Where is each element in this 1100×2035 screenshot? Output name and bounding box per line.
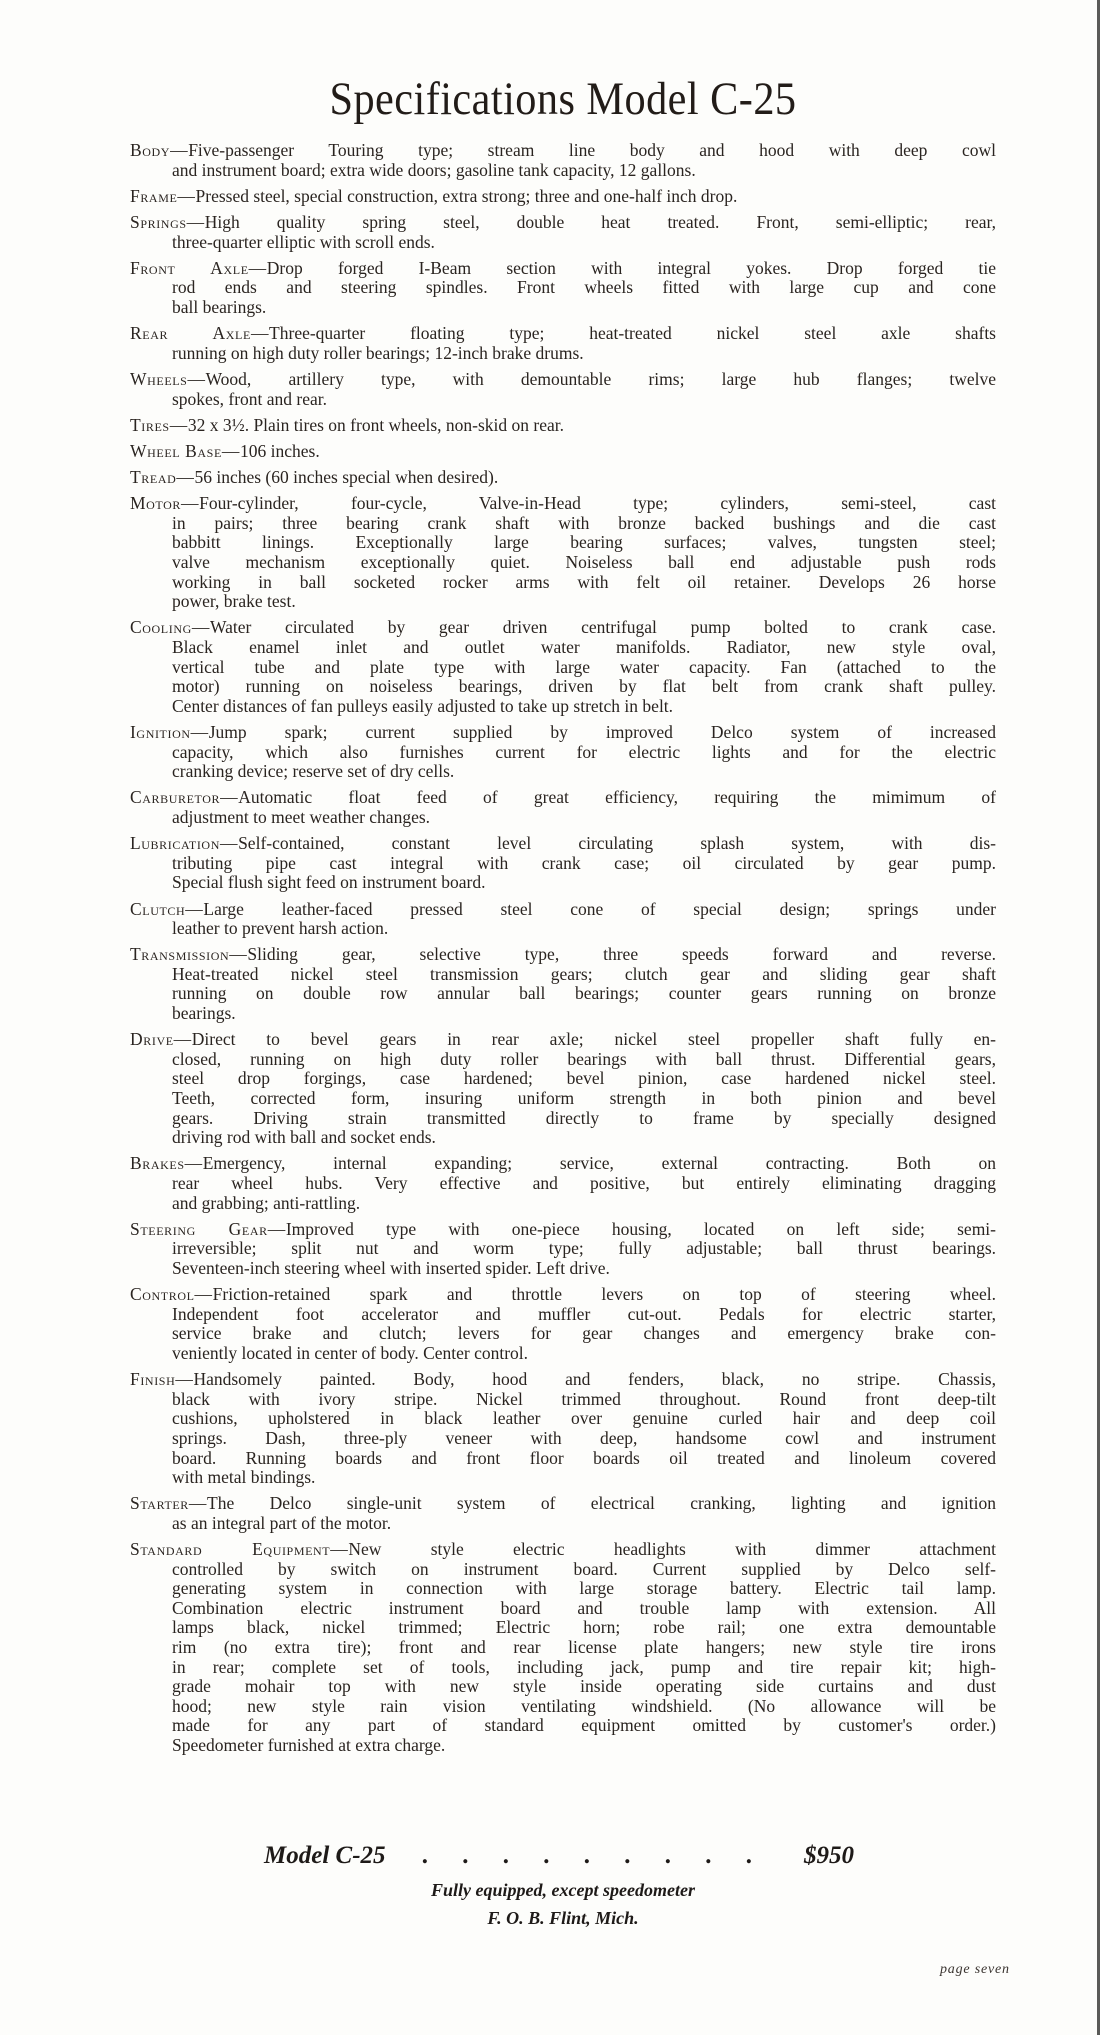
spec-text: spokes, front and rear. <box>172 388 328 409</box>
spec-item <box>130 442 996 462</box>
spec-label: Transmission — <box>130 944 247 964</box>
spec-line <box>130 854 996 874</box>
spec-line <box>130 1194 996 1214</box>
spec-item <box>130 900 996 939</box>
spec-text: as an integral part of the motor. <box>172 1512 392 1533</box>
spec-line <box>130 1514 996 1534</box>
spec-line <box>130 259 996 279</box>
spec-item <box>130 618 996 716</box>
spec-line <box>130 1449 996 1469</box>
spec-line <box>130 1239 996 1259</box>
spec-line <box>130 965 996 985</box>
spec-text: irreversible; split nut and worm type; fully adjustable; ball thrust bearings. <box>172 1238 996 1259</box>
spec-text: tributing pipe cast integral with crank case; oil circulated by gear pump. <box>172 852 996 873</box>
spec-text: with metal bindings. <box>172 1467 316 1488</box>
spec-line <box>130 1344 996 1364</box>
spec-line <box>130 370 996 390</box>
spec-text: hood; new style rain vision ventilating windshield. (No allowance will be <box>172 1695 996 1716</box>
spec-line <box>130 187 996 207</box>
spec-line <box>130 1305 996 1325</box>
spec-line <box>130 494 996 514</box>
spec-item <box>130 1370 996 1488</box>
spec-text: The Delco single-unit system of electrical cranking, lighting and ignition <box>207 1493 996 1514</box>
spec-label: Starter — <box>130 1493 207 1513</box>
spec-label: Tires — <box>130 415 188 435</box>
spec-line <box>130 573 996 593</box>
spec-label: Ignition — <box>130 722 209 742</box>
spec-text: Sliding gear, selective type, three speeds forward and reverse. <box>247 944 996 965</box>
spec-text: and grabbing; anti-rattling. <box>172 1192 361 1213</box>
spec-text: Drop forged I-Beam section with integral yokes. Drop forged tie <box>266 257 996 278</box>
spec-label: Drive — <box>130 1029 192 1049</box>
spec-text: bearings. <box>172 1003 236 1024</box>
spec-label: Lubrication — <box>130 833 238 853</box>
spec-line <box>130 984 996 1004</box>
spec-line <box>130 344 996 364</box>
spec-line <box>130 1174 996 1194</box>
spec-text: ball bearings. <box>172 296 267 317</box>
spec-text: running on double row annular ball bearings; counter gears running on bronze <box>172 983 996 1004</box>
spec-text: power, brake test. <box>172 591 296 612</box>
spec-line <box>130 919 996 939</box>
price-leader-dots: . . . . . . . . . <box>422 1842 767 1869</box>
spec-text: Self-contained, constant level circulating splash system, with dis- <box>238 833 996 854</box>
spec-label: Rear Axle — <box>130 323 269 343</box>
spec-text: board. Running boards and front floor boards oil treated and linoleum covered <box>172 1447 996 1468</box>
spec-item <box>130 468 996 488</box>
spec-line <box>130 141 996 161</box>
spec-text: Three-quarter floating type; heat-treated nickel steel axle shafts <box>269 323 996 344</box>
spec-line <box>130 900 996 920</box>
spec-line <box>130 1540 996 1560</box>
spec-text: Automatic float feed of great efficiency, requiring the mimimum of <box>238 787 996 808</box>
spec-text: Water circulated by gear driven centrifugal pump bolted to crank case. <box>209 617 996 638</box>
spec-text: Wood, artillery type, with demountable rims; large hub flanges; twelve <box>205 368 996 389</box>
spec-line <box>130 658 996 678</box>
spec-item <box>130 259 996 318</box>
spec-line <box>130 638 996 658</box>
spec-text: generating system in connection with large storage battery. Electric tail lamp. <box>172 1578 996 1599</box>
spec-line <box>130 553 996 573</box>
spec-text: three-quarter elliptic with scroll ends. <box>172 231 435 252</box>
spec-line <box>130 1390 996 1410</box>
spec-line <box>130 298 996 318</box>
spec-label: Springs — <box>130 212 205 232</box>
spec-text: veniently located in center of body. Center control. <box>172 1342 529 1363</box>
spec-line <box>130 514 996 534</box>
spec-text: rear wheel hubs. Very effective and positive, but entirely eliminating dragging <box>172 1173 996 1193</box>
spec-line <box>130 1109 996 1129</box>
spec-text: valve mechanism exceptionally quiet. Noiseless ball end adjustable push rods <box>172 552 996 573</box>
spec-line <box>130 592 996 612</box>
spec-line <box>130 390 996 410</box>
spec-text: 32 x 3½. Plain tires on front wheels, non-skid on rear. <box>187 414 565 435</box>
spec-line <box>130 1089 996 1109</box>
spec-item <box>130 1154 996 1213</box>
spec-text: Emergency, internal expanding; service, external contracting. Both on <box>202 1153 996 1174</box>
spec-item <box>130 187 996 207</box>
spec-text: cranking device; reserve set of dry cells. <box>172 761 455 782</box>
spec-line <box>130 945 996 965</box>
spec-line <box>130 213 996 233</box>
spec-text: motor) running on noiseless bearings, driven by flat belt from crank shaft pulley. <box>172 676 996 697</box>
spec-item <box>130 324 996 363</box>
spec-text: closed, running on high duty roller bearings with ball thrust. Differential gears, <box>172 1048 996 1069</box>
spec-text: rod ends and steering spindles. Front wheels fitted with large cup and cone <box>172 277 996 298</box>
specifications-list <box>130 141 996 1756</box>
spec-text: steel drop forgings, case hardened; bevel pinion, case hardened nickel steel. <box>172 1068 996 1089</box>
spec-line <box>130 1409 996 1429</box>
spec-text: High quality spring steel, double heat treated. Front, semi-elliptic; rear, <box>204 211 996 232</box>
price-amount: $950 <box>804 1842 854 1869</box>
spec-item <box>130 213 996 252</box>
spec-label: Motor — <box>130 493 199 513</box>
spec-text: Seventeen-inch steering wheel with inserted spider. Left drive. <box>172 1257 610 1278</box>
spec-line <box>130 1618 996 1638</box>
spec-text: controlled by switch on instrument board. Current supplied by Delco self- <box>172 1558 996 1579</box>
price-line <box>264 1842 854 1870</box>
spec-item <box>130 834 996 893</box>
spec-text: Friction-retained spark and throttle levers on top of steering wheel. <box>212 1284 996 1305</box>
spec-line <box>130 1638 996 1658</box>
spec-text: springs. Dash, three-ply veneer with deep, handsome cowl and instrument <box>172 1427 996 1448</box>
spec-line <box>130 1560 996 1580</box>
spec-text: in pairs; three bearing crank shaft with bronze backed bushings and die cast <box>172 512 996 533</box>
spec-text: Direct to bevel gears in rear axle; nickel steel propeller shaft fully en- <box>191 1029 996 1050</box>
spec-text: Special flush sight feed on instrument board. <box>172 872 486 893</box>
spec-text: Pressed steel, special construction, extra strong; three and one-half inch drop. <box>195 185 738 206</box>
spec-line <box>130 1285 996 1305</box>
spec-line <box>130 788 996 808</box>
spec-text: lamps black, nickel trimmed; Electric horn; robe rail; one extra demountable <box>172 1617 996 1638</box>
spec-line <box>130 233 996 253</box>
spec-text: Independent foot accelerator and muffler cut-out. Pedals for electric starter, <box>172 1303 996 1324</box>
spec-text: in rear; complete set of tools, including jack, pump and tire repair kit; high- <box>172 1656 996 1677</box>
spec-line <box>130 1716 996 1736</box>
spec-line <box>130 1004 996 1024</box>
spec-label: Cooling — <box>130 617 210 637</box>
spec-label: Standard Equipment — <box>130 1539 348 1559</box>
spec-line <box>130 442 996 462</box>
spec-label: Clutch — <box>130 899 203 919</box>
spec-text: service brake and clutch; levers for gear changes and emergency brake con- <box>172 1323 996 1344</box>
spec-item <box>130 141 996 180</box>
spec-line <box>130 677 996 697</box>
spec-line <box>130 1468 996 1488</box>
spec-item <box>130 1220 996 1279</box>
spec-text: driving rod with ball and socket ends. <box>172 1127 436 1148</box>
spec-item <box>130 723 996 782</box>
spec-label: Wheels — <box>130 369 206 389</box>
spec-text: 56 inches (60 inches special when desired). <box>194 467 499 488</box>
spec-line <box>130 533 996 553</box>
spec-line <box>130 1677 996 1697</box>
spec-item <box>130 945 996 1023</box>
spec-line <box>130 1154 996 1174</box>
spec-text: Speedometer furnished at extra charge. <box>172 1735 446 1755</box>
spec-line <box>130 808 996 828</box>
spec-line <box>130 1658 996 1678</box>
spec-label: Front Axle — <box>130 258 267 278</box>
fob-note: F. O. B. Flint, Mich. <box>487 1908 639 1928</box>
spec-label: Brakes — <box>130 1153 203 1173</box>
spec-line <box>130 762 996 782</box>
spec-line <box>130 416 996 436</box>
spec-line <box>130 324 996 344</box>
spec-text: made for any part of standard equipment omitted by customer's order.) <box>172 1715 996 1736</box>
page-title: Specifications Model C-25 <box>329 73 797 125</box>
spec-text: black with ivory stripe. Nickel trimmed throughout. Round front deep-tilt <box>172 1388 996 1409</box>
spec-text: adjustment to meet weather changes. <box>172 806 431 827</box>
spec-text: Black enamel inlet and outlet water manifolds. Radiator, new style oval, <box>172 637 996 657</box>
spec-line <box>130 1069 996 1089</box>
spec-line <box>130 1030 996 1050</box>
spec-line <box>130 697 996 717</box>
spec-line <box>130 618 996 638</box>
price-model: Model C-25 <box>264 1842 386 1869</box>
spec-text: Handsomely painted. Body, hood and fenders, black, no stripe. Chassis, <box>193 1369 996 1390</box>
spec-text: New style electric headlights with dimmer attachment <box>348 1539 996 1560</box>
spec-line <box>130 1736 996 1756</box>
spec-text: Four-cylinder, four-cycle, Valve-in-Head type; cylinders, semi-steel, cast <box>199 493 996 514</box>
spec-line <box>130 1697 996 1717</box>
spec-line <box>130 1050 996 1070</box>
spec-line <box>130 1370 996 1390</box>
spec-label: Control — <box>130 1284 213 1304</box>
spec-line <box>130 1259 996 1279</box>
spec-text: vertical tube and plate type with large water capacity. Fan (attached to the <box>172 656 996 677</box>
spec-text: rim (no extra tire); front and rear license plate hangers; new style tire irons <box>172 1637 996 1658</box>
spec-text: Teeth, corrected form, insuring uniform strength in both pinion and bevel <box>172 1088 996 1109</box>
spec-item <box>130 788 996 827</box>
spec-text: babbitt linings. Exceptionally large bearing surfaces; valves, tungsten steel; <box>172 532 996 553</box>
spec-item <box>130 1494 996 1533</box>
spec-text: Jump spark; current supplied by improved Delco system of increased <box>208 721 996 742</box>
spec-text: grade mohair top with new style inside operating side curtains and dust <box>172 1676 996 1697</box>
spec-line <box>130 1599 996 1619</box>
spec-text: Improved type with one-piece housing, located on left side; semi- <box>285 1218 996 1239</box>
spec-line <box>130 1494 996 1514</box>
spec-label: Frame — <box>130 186 196 206</box>
spec-label: Steering Gear — <box>130 1219 286 1239</box>
spec-text: running on high duty roller bearings; 12-inch brake drums. <box>172 342 584 363</box>
spec-line <box>130 1220 996 1240</box>
spec-text: capacity, which also furnishes current for electric lights and for the electric <box>172 741 996 762</box>
spec-text: Combination electric instrument board and trouble lamp with extension. All <box>172 1597 996 1618</box>
spec-text: working in ball socketed rocker arms with felt oil retainer. Develops 26 horse <box>172 571 996 592</box>
spec-line <box>130 468 996 488</box>
spec-text: and instrument board; extra wide doors; gasoline tank capacity, 12 gallons. <box>172 159 696 180</box>
equipment-note: Fully equipped, except speedometer <box>431 1880 695 1900</box>
spec-text: leather to prevent harsh action. <box>172 918 389 939</box>
spec-text: Large leather-faced pressed steel cone of special design; springs under <box>203 898 996 919</box>
spec-label: Body — <box>130 140 188 160</box>
page-number: page seven <box>940 1962 1010 1977</box>
spec-text: Heat-treated nickel steel transmission gears; clutch gear and sliding gear shaft <box>172 963 996 984</box>
spec-label: Wheel Base — <box>130 441 240 461</box>
spec-item <box>130 1540 996 1756</box>
spec-line <box>130 1579 996 1599</box>
spec-line <box>130 834 996 854</box>
spec-line <box>130 1324 996 1344</box>
spec-line <box>130 278 996 298</box>
spec-line <box>130 873 996 893</box>
spec-text: gears. Driving strain transmitted directly to frame by specially designed <box>172 1107 996 1128</box>
spec-item <box>130 1285 996 1363</box>
spec-item <box>130 1030 996 1148</box>
spec-text: Five-passenger Touring type; stream line body and hood with deep cowl <box>188 140 996 160</box>
spec-item <box>130 370 996 409</box>
spec-label: Carburetor — <box>130 787 238 807</box>
spec-item <box>130 416 996 436</box>
spec-line <box>130 723 996 743</box>
spec-text: 106 inches. <box>240 440 320 461</box>
spec-item <box>130 494 996 612</box>
spec-text: cushions, upholstered in black leather over genuine curled hair and deep coil <box>172 1408 996 1429</box>
spec-text: Center distances of fan pulleys easily adjusted to take up stretch in belt. <box>172 695 674 716</box>
spec-line <box>130 743 996 763</box>
spec-label: Tread — <box>130 467 194 487</box>
spec-label: Finish — <box>130 1369 193 1389</box>
spec-line <box>130 161 996 181</box>
spec-line <box>130 1128 996 1148</box>
spec-line <box>130 1429 996 1449</box>
